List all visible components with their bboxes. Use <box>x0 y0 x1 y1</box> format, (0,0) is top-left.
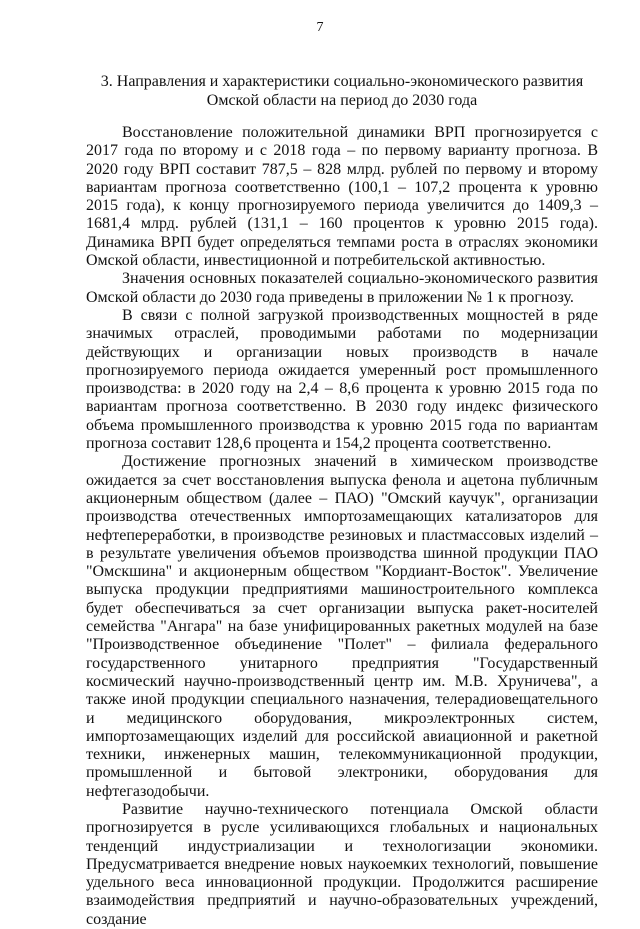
paragraph-industrial-production: В связи с полной загрузкой производственных мощностей в ряде значимых отраслей, проводимыми работами по модернизации действующих и организации новых производств в начале прогнозируемого периода ожидается умеренный рост промышленного производства: в 2020 году на 2,4 – 8,6 процента к уровню 2015 года по вариантам прогноза соответственно. В 2030 году индекс физического объема промышленного производства к уровню 2015 года по вариантам прогноза составит 128,6 процента и 154,2 процента соответственно. <box>86 306 598 453</box>
section-heading <box>86 72 598 110</box>
page-number: 7 <box>316 20 324 35</box>
section-heading-line-2: Омской области на период до 2030 года <box>206 92 478 109</box>
body-text <box>86 124 598 929</box>
section-heading-line-1: 3. Направления и характеристики социально-экономического развития <box>100 73 584 90</box>
paragraph-grp-dynamics: Восстановление положительной динамики ВРП прогнозируется с 2017 года по второму и с 2018 года – по первому варианту прогноза. В 2020 году ВРП составит 787,5 – 828 млрд. рублей по первому и второму вариантам прогноза соответственно (100,1 – 107,2 процента к уровню 2015 года), к концу прогнозируемого периода увеличится до 1409,3 – 1681,4 млрд. рублей (131,1 – 160 процентов к уровню 2015 года). Динамика ВРП будет определяться темпами роста в отраслях экономики Омской области, инвестиционной и потребительской активностью. <box>86 124 598 270</box>
paragraph-indicators-reference: Значения основных показателей социально-экономического развития Омской области до 2030 года приведены в приложении № 1 к прогнозу. <box>86 270 598 306</box>
paragraph-chemical-and-machinery: Достижение прогнозных значений в химическом производстве ожидается за счет восстановления выпуска фенола и ацетона публичным акционерным обществом (далее – ПАО) "Омский каучук", организации производства отечественных импортозамещающих катализаторов для нефтепереработки, в производстве резиновых и пластмассовых изделий – в результате увеличения объемов производства шинной продукции ПАО "Омскшина" и акционерным обществом "Кордиант-Восток". Увеличение выпуска продукции предприятиями машиностроительного комплекса будет обеспечиваться за счет организации выпуска ракет-носителей семейства "Ангара" на базе унифицированных ракетных модулей на базе "Производственное объединение "Полет" – филиала федерального государственного унитарного предприятия "Государственный космический научно-производственный центр им. М.В. Хруничева", а также иной продукции специального назначения, телерадиовещательного и медицинского оборудования, микроэлектронных систем, импортозамещающих изделий для российской авиационной и ракетной техники, инженерных машин, телекоммуникационной продукции, промышленной и бытовой электроники, оборудования для нефтегазодобычи. <box>86 453 598 800</box>
paragraph-science-potential: Развитие научно-технического потенциала Омской области прогнозируется в русле усиливающихся глобальных и национальных тенденций индустриализации и технологизации экономики. Предусматривается внедрение новых наукоемких технологий, повышение удельного веса инновационной продукции. Продолжится расширение взаимодействия предприятий и научно-образовательных учреждений, создание <box>86 800 598 928</box>
